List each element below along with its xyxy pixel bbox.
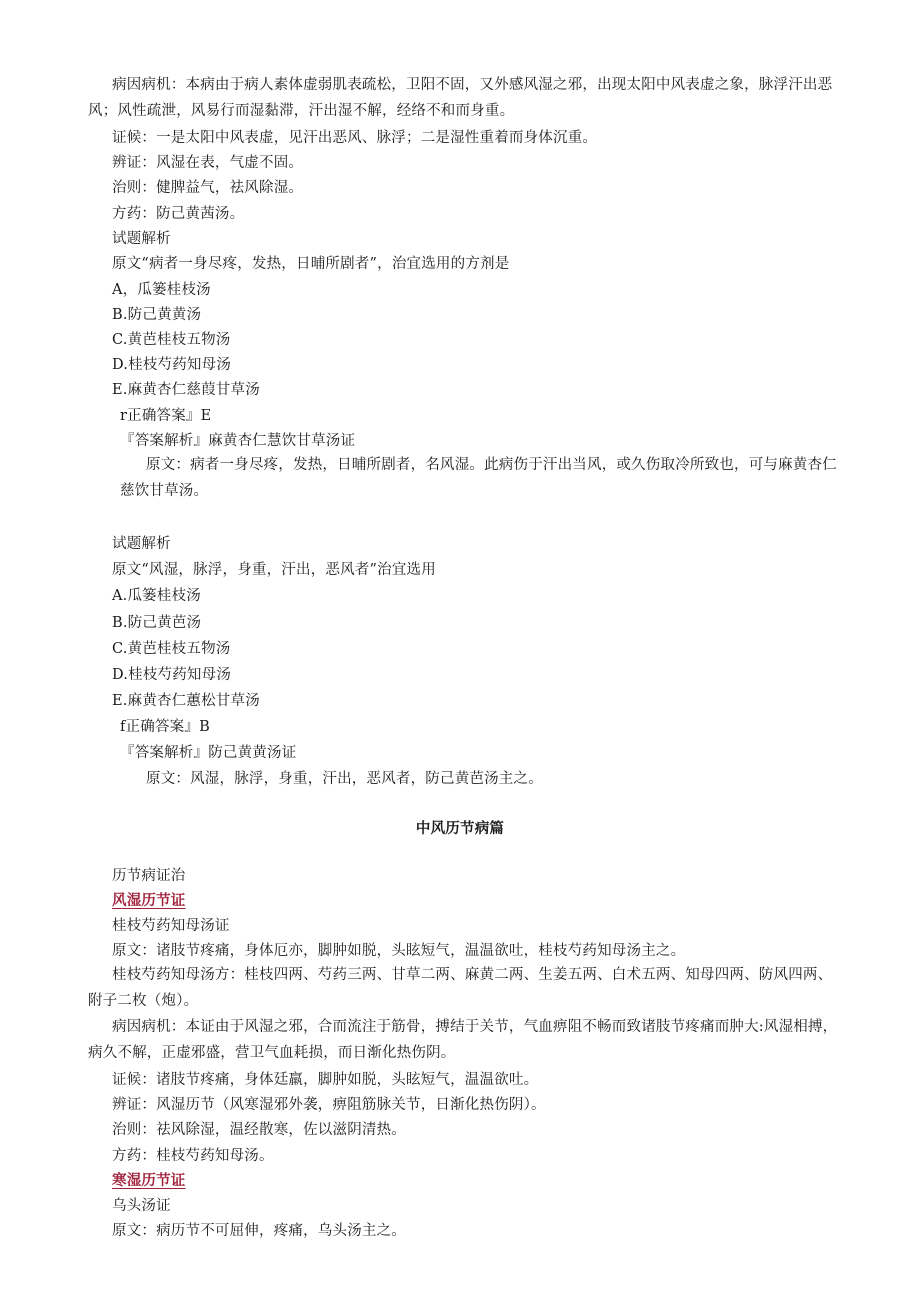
question-1-explanation-title: 『答案解析』麻黄杏仁慧饮甘草汤证 <box>120 433 356 449</box>
question-2-explanation-text: 原文：风湿，脉浮，身重，汗出，恶风者，防己黄芭汤主之。 <box>146 771 543 787</box>
question-2-option-c: C.黄芭桂枝五物汤 <box>112 641 231 657</box>
question-2-explanation-title: 『答案解析』防己黄黄汤证 <box>120 745 297 761</box>
original-text-3: 原文：病历节不可屈伸，疼痛，乌头汤主之。 <box>112 1223 406 1239</box>
question-1-text: 原文“病者一身尽疼，发热，日晡所剧者”，治宜选用的方剂是 <box>112 256 510 272</box>
question-1-option-a: A，瓜篓桂枝汤 <box>112 282 211 298</box>
paragraph-differentiation: 辨证：风湿在表，气虚不固。 <box>112 155 304 171</box>
paragraph-formula: 方药：防己黄茜汤。 <box>112 206 245 222</box>
question-1-answer: r正确答案』E <box>120 408 212 424</box>
question-2-option-b: B.防己黄芭汤 <box>112 615 202 631</box>
syndrome-name-3: 乌头汤证 <box>112 1198 171 1214</box>
question-2-option-e: E.麻黄杏仁蕙松甘草汤 <box>112 693 260 709</box>
etiology-2: 病因病机：本证由于风湿之邪，合而流注于筋骨，搏结于关节，气血痹阻不畅而致诸肢节疼痛而肿大:风湿相搏，病久不解，正虚邪盛，营卫气血耗损，而日渐化热伤阴。 <box>88 1019 838 1061</box>
treatment-2: 治则：祛风除湿，温经散寒，佐以滋阴清热。 <box>112 1122 406 1138</box>
chapter-title: 中风历节病篇 <box>415 821 505 837</box>
differentiation-2: 辨证：风湿历节（风寒湿邪外袭，痹阻筋脉关节，日渐化热伤阴）。 <box>112 1097 546 1113</box>
question-1-explanation-text: 原文：病者一身尽疼，发热，日晡所剧者，名风湿。此病伤于汗出当风，或久伤取冷所致也，可与麻黄杏仁慈饮甘草汤。 <box>120 457 837 499</box>
question-1-option-e: E.麻黄杏仁慈葭甘草汤 <box>112 382 260 398</box>
section-label-quiz-1: 试题解析 <box>112 231 171 247</box>
question-1-option-c: C.黄芭桂枝五物汤 <box>112 332 231 348</box>
subsection-title: 历节病证治 <box>112 868 186 884</box>
question-2-text: 原文“风湿，脉浮，身重，汗出，恶风者”治宜选用 <box>112 562 436 578</box>
paragraph-syndrome: 证候：一是太阳中风表虚，见汗出恶风、脉浮；二是湿性重着而身体沉重。 <box>112 130 598 146</box>
section-label-quiz-2: 试题解析 <box>112 536 171 552</box>
syndrome-name-1: 桂枝芍药知母汤证 <box>112 918 230 934</box>
question-2-answer: f正确答案』B <box>120 719 210 735</box>
question-2-option-d: D.桂枝芍药知母汤 <box>112 667 232 683</box>
heading-wind-damp-joint: 风湿历节证 <box>112 893 186 909</box>
question-1-option-d: D.桂枝芍药知母汤 <box>112 357 232 373</box>
original-text-1: 原文：诸肢节疼痛，身体厄亦，脚肿如脱，头眩短气，温温欲吐，桂枝芍药知母汤主之。 <box>112 943 686 959</box>
formula-ingredients: 桂枝芍药知母汤方：桂枝四两、芍药三两、甘草二两、麻黄二两、生姜五两、白术五两、知母四两、防风四两、附子二枚（炮）。 <box>88 967 833 1009</box>
syndrome-2: 证候：诸肢节疼痛，身体廷羸，脚肿如脱，头眩短气，温温欲吐。 <box>112 1072 539 1088</box>
paragraph-treatment: 治则：健脾益气，祛风除湿。 <box>112 180 304 196</box>
paragraph-etiology: 病因病机：本病由于病人素体虚弱肌表疏松，卫阳不固，又外感风湿之邪，出现太阳中风表虚之象，脉浮汗出恶风；风性疏泄，风易行而湿黏滞，汗出湿不解，经络不和而身重。 <box>88 77 833 119</box>
question-2-option-a: A.瓜篓桂枝汤 <box>112 588 201 604</box>
formula-2: 方药：桂枝芍药知母汤。 <box>112 1148 274 1164</box>
question-1-option-b: B.防己黄黄汤 <box>112 307 202 323</box>
heading-cold-damp-joint: 寒湿历节证 <box>112 1173 186 1189</box>
